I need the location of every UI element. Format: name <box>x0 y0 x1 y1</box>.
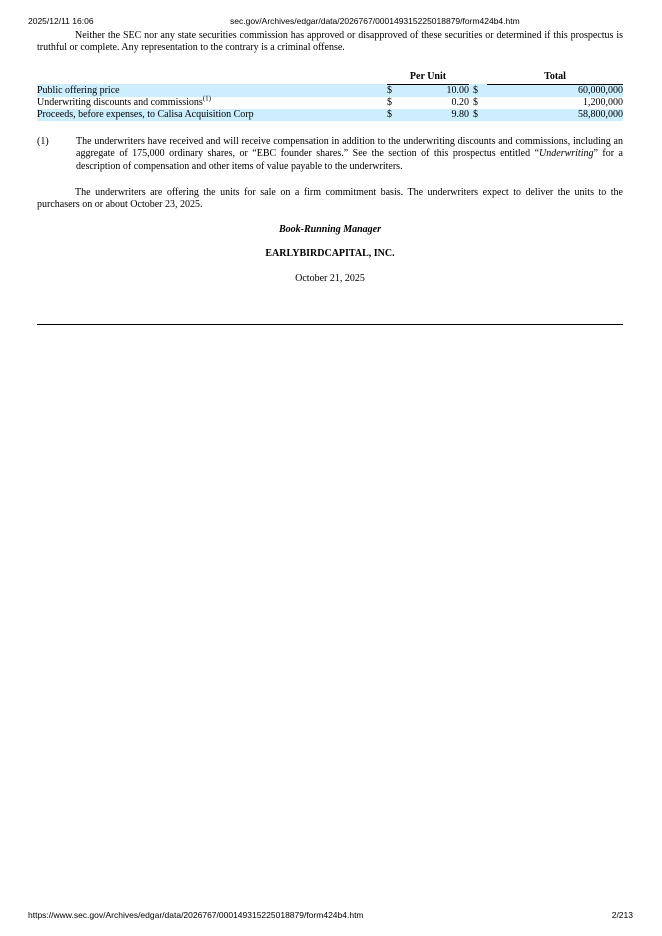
row-label: Public offering price <box>37 84 387 97</box>
row-label: Underwriting discounts and commissions$^{(1)}$ <box>37 94 211 108</box>
row-label: Proceeds, before expenses, to Calisa Acquisition Corp <box>37 109 387 121</box>
footnote-text: The underwriters have received and will receive compensation in addition to the underwriting discounts and commissions, including an aggregate of 175,000 ordinary shares, or “EBC founder shares.” See the section of this prospectus entitled “Underwriting” for a description of compensation and other items of value payable to the underwriters. <box>76 135 623 172</box>
currency-symbol: $ <box>473 96 478 108</box>
footnote-marker: (1) <box>37 135 49 147</box>
per-unit-header: Per Unit <box>387 71 469 85</box>
browser-header-url: sec.gov/Archives/edgar/data/2026767/000149315225018879/form424b4.htm <box>230 16 520 26</box>
document-date: October 21, 2025 <box>295 272 365 284</box>
currency-symbol: $ <box>387 109 401 121</box>
underwriting-section-ref: Underwriting <box>539 148 594 160</box>
total-value: 1,200,000 <box>583 96 623 108</box>
manager-name: EARLYBIRDCAPITAL, INC. <box>265 248 395 260</box>
per-unit-value: 10.00 <box>401 84 469 97</box>
browser-header-timestamp: 2025/12/11 16:06 <box>28 16 94 26</box>
per-unit-value: 9.80 <box>401 109 469 121</box>
table-row <box>37 84 623 97</box>
per-unit-value: 0.20 <box>451 96 469 108</box>
table-row <box>37 97 623 109</box>
browser-footer-url: https://www.sec.gov/Archives/edgar/data/2026767/000149315225018879/form424b4.htm <box>28 910 364 920</box>
currency-symbol: $ <box>387 84 401 97</box>
currency-symbol: $ <box>387 96 392 108</box>
footnote-ref: (1) <box>202 94 211 103</box>
horizontal-rule <box>37 324 623 325</box>
delivery-paragraph: The underwriters are offering the units for sale on a firm commitment basis. The underwriters expect to deliver the units to the purchasers on or about October 23, 2025. <box>37 187 623 211</box>
intro-paragraph: Neither the SEC nor any state securities commission has approved or disapproved of these securities or determined if this prospectus is truthful or complete. Any representation to the contrary is a criminal offense. <box>37 30 623 54</box>
total-value: 58,800,000 <box>487 109 623 121</box>
document-body <box>37 30 623 285</box>
currency-symbol: $ <box>469 109 487 121</box>
table-header-row <box>37 71 623 85</box>
manager-title: Book-Running Manager <box>279 223 381 235</box>
footnote <box>37 136 623 173</box>
table-row <box>37 109 623 121</box>
page-number: 2/213 <box>611 910 633 920</box>
total-header: Total <box>487 71 623 85</box>
currency-symbol: $ <box>469 84 487 97</box>
total-value: 60,000,000 <box>487 84 623 97</box>
offering-table <box>37 71 623 121</box>
